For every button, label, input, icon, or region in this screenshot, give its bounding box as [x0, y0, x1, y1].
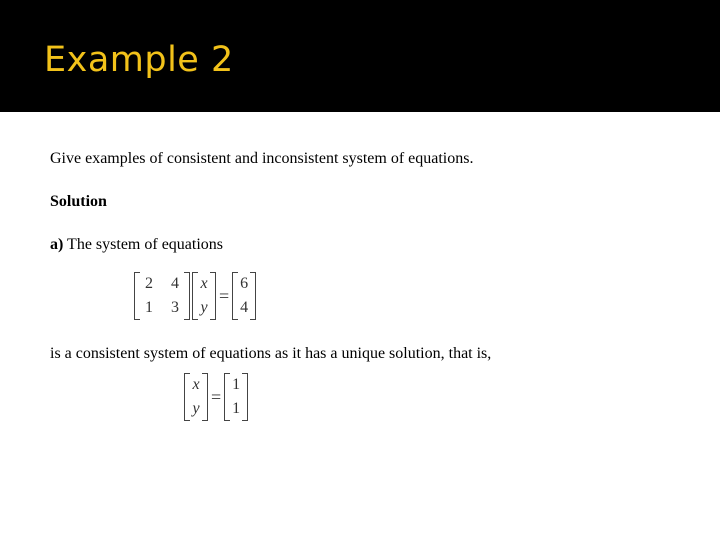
variable-cell: x [192, 376, 200, 393]
part-a-text: The system of equations [67, 236, 224, 253]
variable-cell: x [200, 275, 208, 292]
solution-label: Solution [50, 193, 107, 210]
solution-equation [184, 373, 248, 421]
variable-cell: y [200, 299, 208, 316]
variable-vector [192, 272, 216, 320]
constant-cell: 4 [240, 299, 249, 316]
variable-cell: y [192, 400, 200, 417]
coefficient-cell: 3 [171, 299, 179, 316]
value-cell: 1 [232, 400, 241, 417]
equals-sign: = [211, 386, 222, 407]
solution-value-vector [224, 373, 248, 421]
slide-title: Example 2 [44, 40, 234, 80]
value-cell: 1 [232, 376, 241, 393]
coefficient-cell: 2 [145, 275, 153, 292]
coefficient-cell: 4 [171, 275, 179, 292]
coefficient-cell: 1 [145, 299, 153, 316]
title-bar [0, 0, 720, 112]
coefficient-matrix [134, 272, 190, 320]
constant-vector [232, 272, 256, 320]
problem-statement: Give examples of consistent and inconsistent system of equations. [50, 150, 474, 167]
constant-cell: 6 [240, 275, 249, 292]
part-a-label: a) [50, 236, 64, 253]
conclusion-text: is a consistent system of equations as it has a unique solution, that is, [50, 345, 492, 362]
equals-sign: = [219, 285, 230, 306]
solution-variable-vector [184, 373, 208, 421]
system-equation [134, 272, 256, 320]
part-a-line [50, 236, 223, 254]
